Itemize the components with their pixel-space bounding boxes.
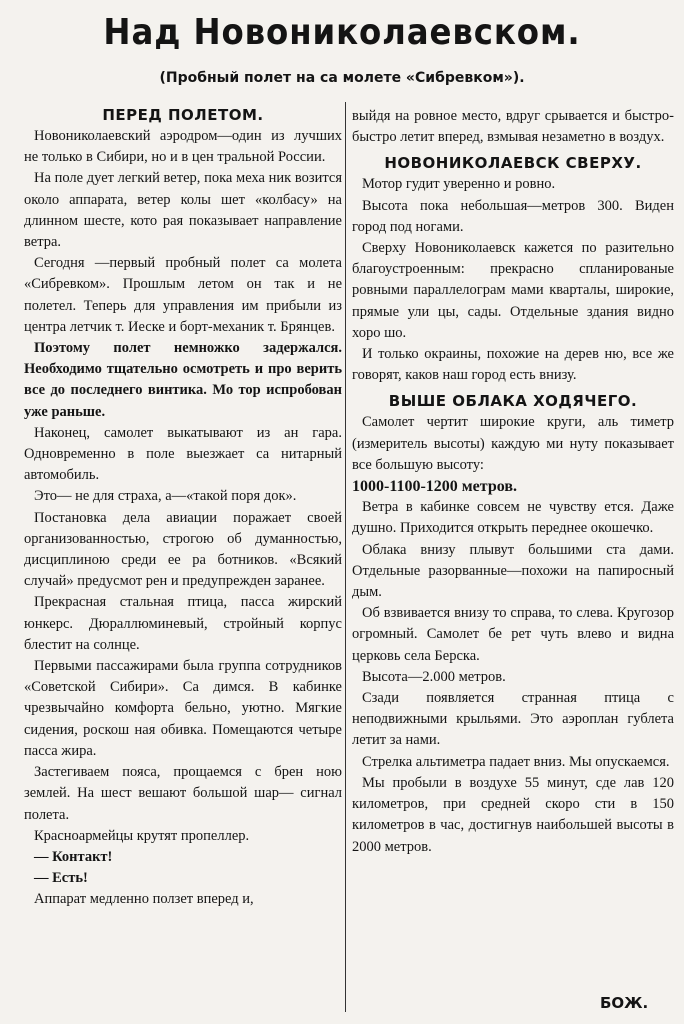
paragraph: Высота—2.000 метров. bbox=[362, 668, 506, 685]
right-column bbox=[352, 106, 674, 858]
column-divider bbox=[345, 102, 346, 1012]
paragraph: Это— не для страха, а—«такой поря док». bbox=[34, 488, 297, 505]
paragraph: Аппарат медленно ползет вперед и, bbox=[34, 891, 254, 908]
paragraph: Ветра в кабинке совсем не чувству ется. Даже душно. Приходится открыть переднее окошечко. bbox=[352, 499, 674, 537]
paragraph: На поле дует легкий ветер, пока меха ник возится около аппарата, ветер колы шет «колбасу» на длинном шесте, кото рая показывает направление ветра. bbox=[24, 170, 342, 251]
paragraph: Красноармейцы крутят пропеллер. bbox=[34, 827, 250, 844]
left-column bbox=[24, 100, 342, 911]
paragraph: Первыми пассажирами была группа сотрудников «Советской Сибири». Са димся. В кабинке чрезвычайно комфорта бельно, уютно. Мягкие сидения, роскош ная обивка. Помещаются четыре пасса жира. bbox=[24, 658, 342, 759]
section-title-city-from-above: НОВОНИКОЛАЕВСК СВЕРХУ. bbox=[384, 154, 642, 173]
paragraph: Застегиваем пояса, прощаемся с брен ною землей. На шест вешают большой шар— сигнал полета. bbox=[24, 764, 342, 823]
paragraph: Стрелка альтиметра падает вниз. Мы опускаемся. bbox=[362, 753, 670, 770]
paragraph: Новониколаевский аэродром—один из лучших не только в Сибири, но и в цен тральной России. bbox=[24, 128, 342, 166]
paragraph: Мы пробыли в воздухе 55 минут, сде лав 120 километров, при средней скоро сти в 150 километров в час, достигнув наибольшей высоты в 2000 метров. bbox=[352, 774, 674, 855]
paragraph: И только окраины, похожие на дерев ню, все же говорят, каков наш город есть внизу. bbox=[352, 346, 674, 384]
paragraph: Мотор гудит уверенно и ровно. bbox=[362, 176, 556, 193]
headline: Над Новониколаевском. bbox=[103, 12, 581, 53]
paragraph: Сзади появляется странная птица с неподвижными крыльями. Это аэроплан гублета летит за нами. bbox=[352, 690, 674, 749]
paragraph: — Контакт! bbox=[34, 848, 113, 865]
paragraph: — Есть! bbox=[34, 870, 88, 887]
paragraph: Сверху Новониколаевск кажется по разительно благоустроенным: прекрасно спланированые ровными параллелограм мами кварталы, широкие, прямые ули цы, сады. Отдельные здания видно хоро шо. bbox=[352, 240, 674, 341]
paragraph: Сегодня —первый пробный полет са молета «Сибревком». Прошлым летом он так и не полетел. Теперь для управления им прибыли из центра летчик т. Иеске и борт-механик т. Брянцев. bbox=[24, 255, 342, 335]
author-signature: БОЖ. bbox=[600, 994, 649, 1012]
paragraph: Наконец, самолет выкатывают из ан гара. Одновременно в поле выезжает са нитарный автомобиль. bbox=[24, 424, 342, 484]
paragraph: Облака внизу плывут большими ста дами. Отдельные разорванные—похожи на папиросный дым. bbox=[352, 541, 674, 601]
paragraph: Об взвивается внизу то справа, то слева. Кругозор огромный. Самолет бе рет чуть влево и видна церковь села Берска. bbox=[352, 605, 674, 664]
paragraph: Прекрасная стальная птица, пасса жирский юнкерс. Дюраллюминевый, стройный корпус блестит на солнце. bbox=[24, 594, 342, 653]
section-title-before-flight: ПЕРЕД ПОЛЕТОМ. bbox=[102, 106, 264, 124]
paragraph: Постановка дела авиации поражает своей организованностью, строгою об думанностью, дисциплиною среди ее ра ботников. «Всякий случай» предусмот рен и предупрежден заранее. bbox=[24, 509, 342, 590]
subheadline: (Пробный полет на са молете «Сибревком»). bbox=[159, 70, 525, 86]
section-title-above-clouds: ВЫШЕ ОБЛАКА ХОДЯЧЕГО. bbox=[388, 392, 638, 411]
altitude-readout: 1000-1100-1200 метров. bbox=[352, 478, 517, 496]
paragraph: Высота пока небольшая—метров 300. Виден город под ногами. bbox=[352, 197, 674, 235]
paragraph-continued: выйдя на ровное место, вдруг срывается и быстро-быстро летит вперед, взмывая незаметно в воздух. bbox=[352, 108, 674, 146]
paragraph: Поэтому полет немножко задержался. Необходимо тщательно осмотреть и про верить все до последнего винтика. Мо тор испробован уже раньше. bbox=[24, 340, 342, 420]
paragraph: Самолет чертит широкие круги, аль тиметр (измеритель высоты) каждую ми нуту показывает все большую высоту: bbox=[352, 414, 674, 473]
